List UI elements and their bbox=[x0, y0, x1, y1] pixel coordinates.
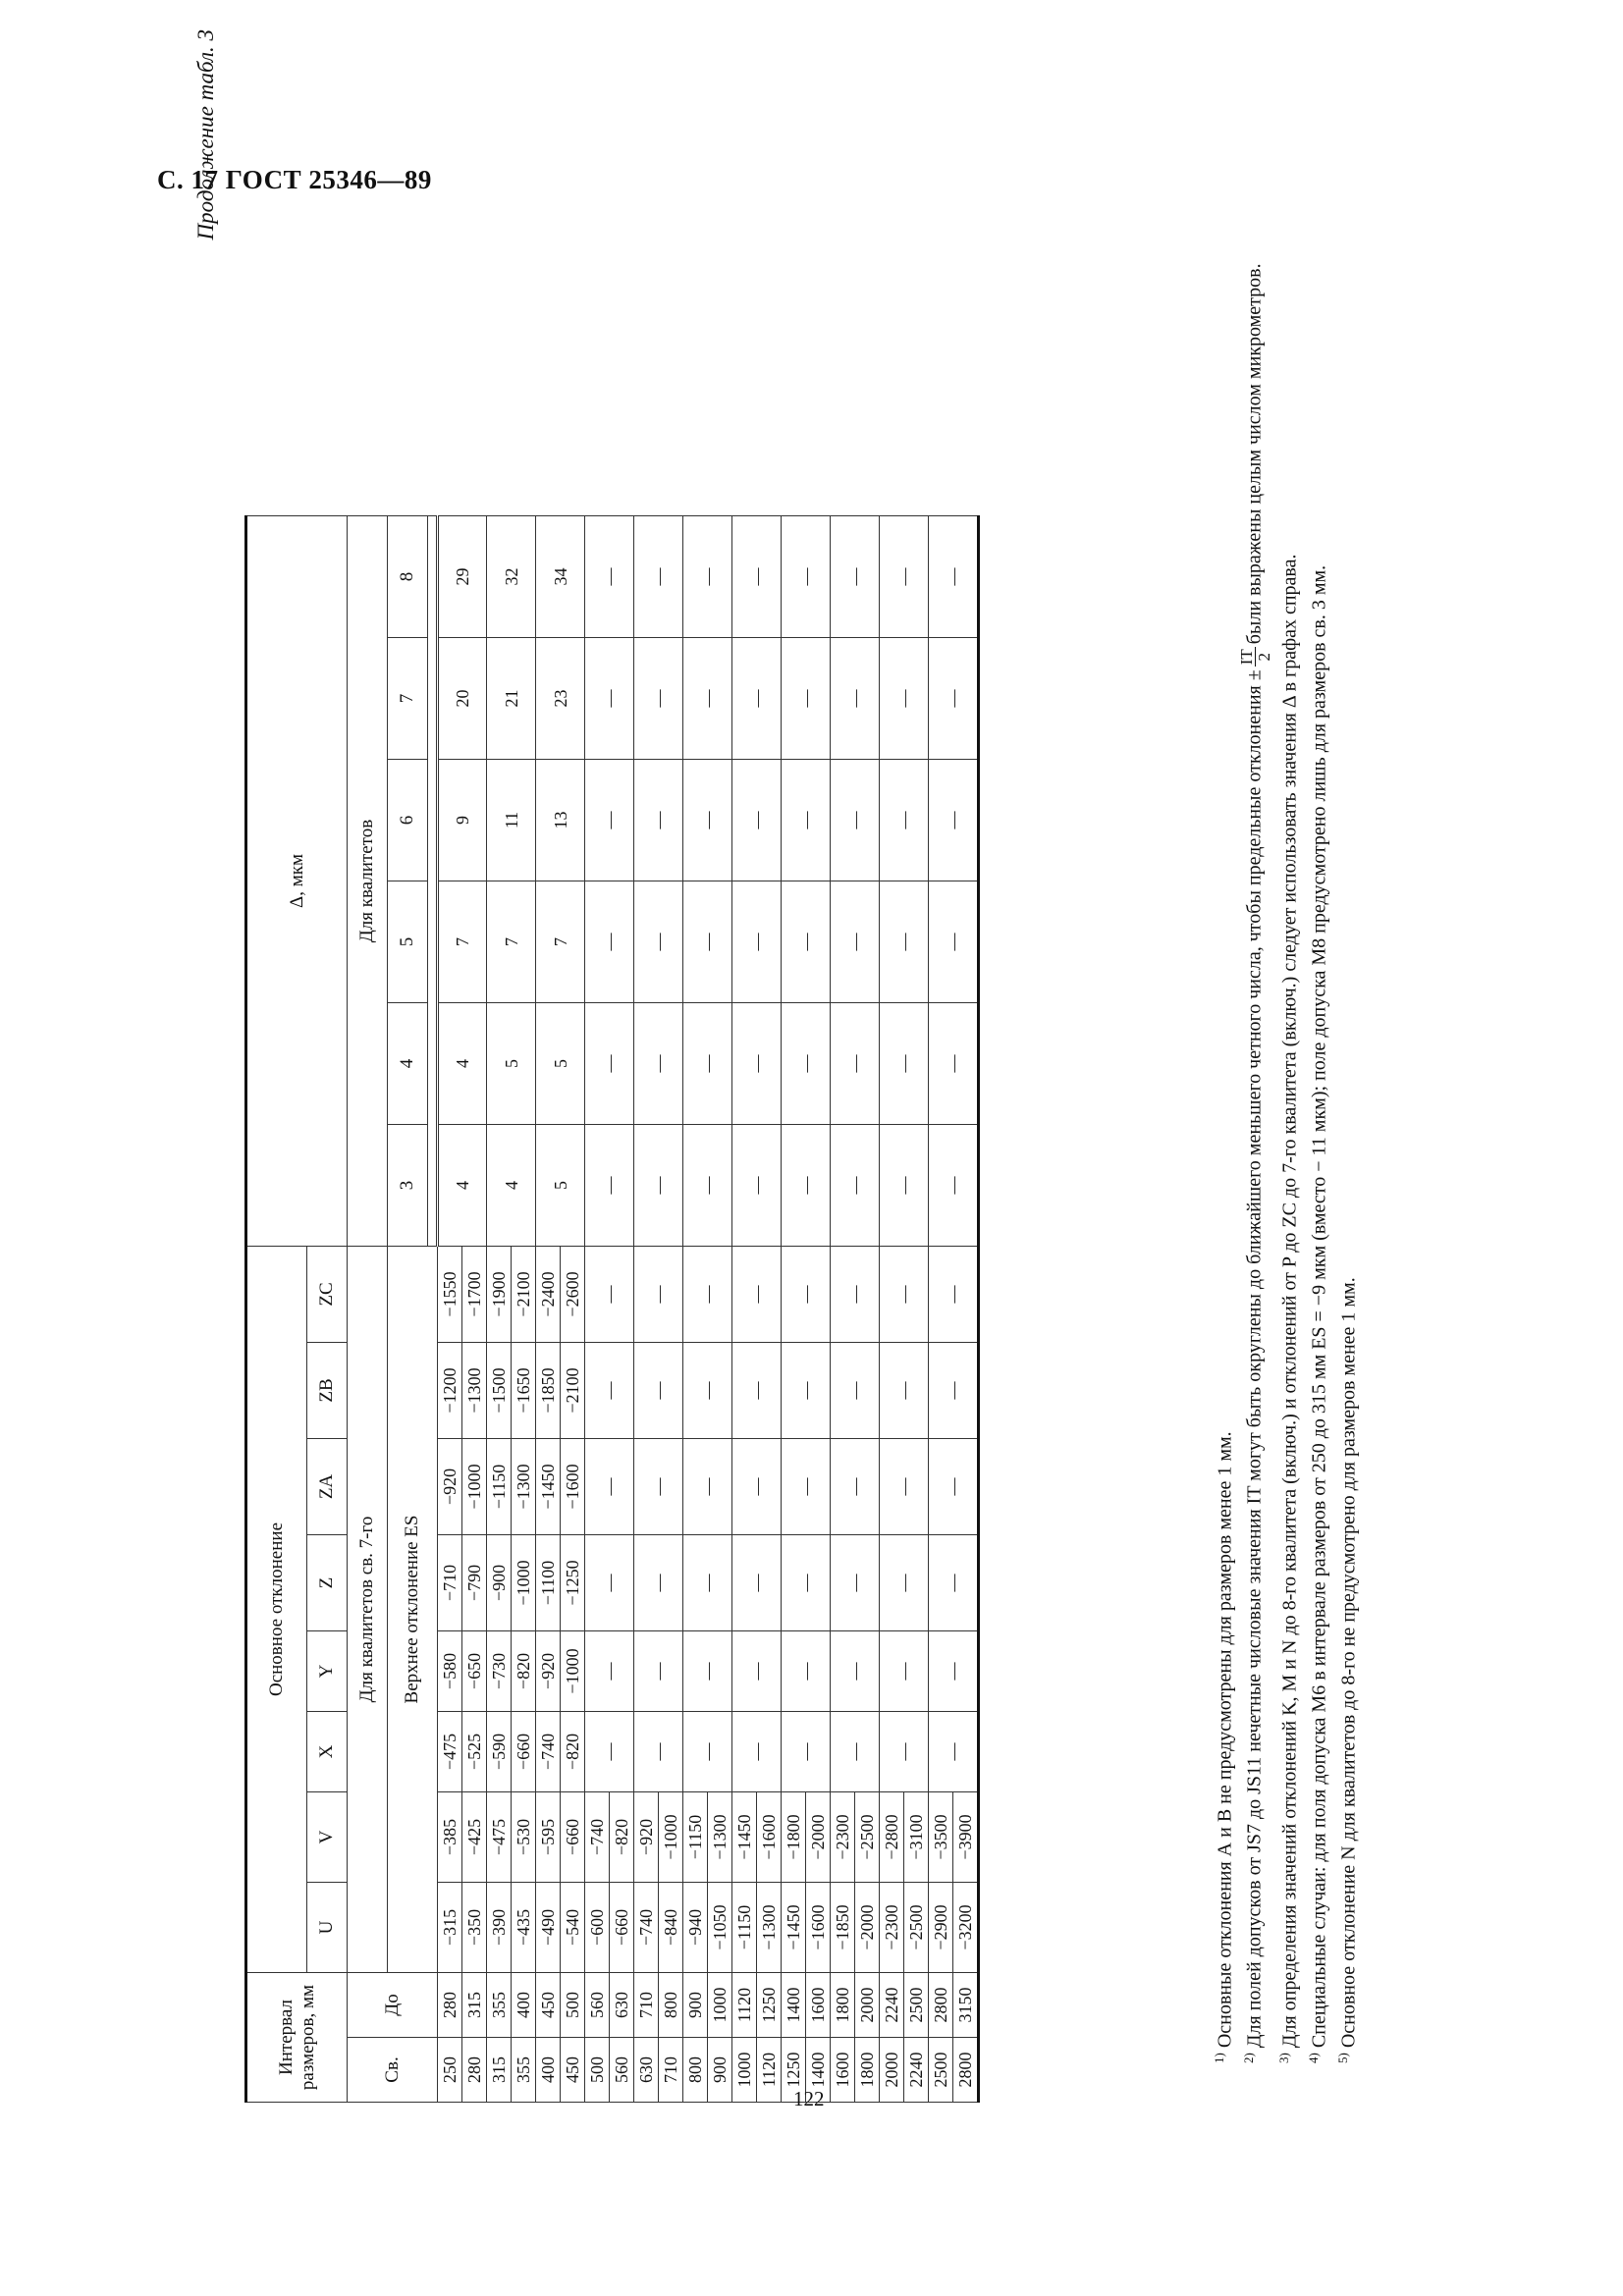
table-cell: −350 bbox=[462, 1883, 487, 1973]
table-cell: — bbox=[929, 1003, 979, 1125]
table-cell: −660 bbox=[512, 1712, 536, 1792]
table-cell: −595 bbox=[536, 1792, 561, 1883]
table-cell: — bbox=[732, 638, 782, 760]
table-cell: −1800 bbox=[782, 1792, 806, 1883]
table-cell: −1550 bbox=[438, 1247, 462, 1343]
table-cell: — bbox=[880, 1003, 929, 1125]
table-cell: — bbox=[634, 516, 683, 638]
table-cell: — bbox=[831, 1247, 880, 1343]
table-cell: — bbox=[929, 638, 979, 760]
table-cell: 29 bbox=[438, 516, 487, 638]
table-cell: — bbox=[683, 638, 732, 760]
table-cell: 2000 bbox=[855, 1973, 880, 2038]
table-cell: 1600 bbox=[831, 2038, 855, 2103]
table-cell: −435 bbox=[512, 1883, 536, 1973]
table-cell: — bbox=[732, 516, 782, 638]
table-cell: −1300 bbox=[512, 1439, 536, 1535]
table-cell: — bbox=[782, 1439, 831, 1535]
footnote-2-mark: 2) bbox=[1240, 2053, 1256, 2063]
table-cell: 21 bbox=[487, 638, 536, 760]
table-cell: — bbox=[634, 760, 683, 881]
table-cell: −590 bbox=[487, 1712, 512, 1792]
table-cell: — bbox=[585, 1247, 634, 1343]
table-cell: 250 bbox=[438, 2038, 462, 2103]
table-cell: — bbox=[683, 1535, 732, 1631]
table-cell: 560 bbox=[585, 1973, 610, 2038]
page-number: 122 bbox=[793, 2087, 825, 2110]
table-row bbox=[880, 516, 904, 2103]
table-row bbox=[438, 516, 462, 2103]
table-cell: −425 bbox=[462, 1792, 487, 1883]
table-cell: −540 bbox=[561, 1883, 585, 1973]
fraction-numerator: IT bbox=[1237, 649, 1257, 666]
page-header: С. 17 ГОСТ 25346—89 bbox=[157, 165, 432, 194]
table-cell: −2100 bbox=[512, 1247, 536, 1343]
table-cell: −2300 bbox=[880, 1883, 904, 1973]
table-cell: 1120 bbox=[757, 2038, 782, 2103]
table-cell: −390 bbox=[487, 1883, 512, 1973]
table-caption: Продолжение табл. 3 bbox=[193, 29, 218, 240]
header-do: До bbox=[348, 1973, 438, 2038]
table-cell: −660 bbox=[610, 1883, 634, 1973]
table-cell: — bbox=[634, 1535, 683, 1631]
table-cell: −2500 bbox=[855, 1792, 880, 1883]
table-cell: — bbox=[683, 1439, 732, 1535]
table-cell: 280 bbox=[462, 2038, 487, 2103]
table-cell: — bbox=[929, 881, 979, 1003]
table-cell: — bbox=[831, 1712, 880, 1792]
table-cell: 1120 bbox=[732, 1973, 757, 2038]
footnote-5 bbox=[1331, 31, 1361, 2093]
table-cell: −1450 bbox=[536, 1439, 561, 1535]
table-cell: — bbox=[634, 638, 683, 760]
table-cell: — bbox=[880, 760, 929, 881]
table-cell: — bbox=[585, 1439, 634, 1535]
table-cell: — bbox=[732, 1343, 782, 1439]
table-body bbox=[438, 516, 979, 2103]
table-cell: −2500 bbox=[904, 1883, 929, 1973]
table-cell: −920 bbox=[536, 1631, 561, 1712]
table-cell: — bbox=[831, 516, 880, 638]
letter-y: Y bbox=[307, 1631, 348, 1712]
table-cell: — bbox=[782, 1535, 831, 1631]
grade-8: 8 bbox=[388, 516, 428, 638]
table-cell: −1050 bbox=[708, 1883, 732, 1973]
table-cell: −1600 bbox=[561, 1439, 585, 1535]
table-cell: −1150 bbox=[487, 1439, 512, 1535]
table-cell: −1150 bbox=[732, 1883, 757, 1973]
table-row bbox=[536, 516, 561, 2103]
table-cell: — bbox=[683, 760, 732, 881]
table-cell: 4 bbox=[438, 1125, 487, 1247]
table-cell: — bbox=[782, 881, 831, 1003]
table-cell: −920 bbox=[438, 1439, 462, 1535]
header-for-grades: Для квалитетов bbox=[348, 516, 388, 1247]
table-cell: −1250 bbox=[561, 1535, 585, 1631]
header-grades-over-7: Для квалитетов св. 7-го bbox=[348, 1247, 388, 1973]
table-cell: −790 bbox=[462, 1535, 487, 1631]
table-cell: 34 bbox=[536, 516, 585, 638]
table-cell: — bbox=[880, 1631, 929, 1712]
table-cell: −1000 bbox=[512, 1535, 536, 1631]
table-cell: — bbox=[634, 1712, 683, 1792]
table-cell: 2240 bbox=[904, 2038, 929, 2103]
table-cell: 1400 bbox=[782, 1973, 806, 2038]
table-cell: 450 bbox=[561, 2038, 585, 2103]
table-cell: 13 bbox=[536, 760, 585, 881]
grade-5: 5 bbox=[388, 881, 428, 1003]
table-cell: — bbox=[929, 516, 979, 638]
table-cell: 500 bbox=[585, 2038, 610, 2103]
table-cell: −490 bbox=[536, 1883, 561, 1973]
table-cell: — bbox=[929, 1439, 979, 1535]
table-cell: 355 bbox=[487, 1973, 512, 2038]
table-cell: −650 bbox=[462, 1631, 487, 1712]
table-cell: 355 bbox=[512, 2038, 536, 2103]
table-cell: −580 bbox=[438, 1631, 462, 1712]
table-cell: −600 bbox=[585, 1883, 610, 1973]
table-cell: −900 bbox=[487, 1535, 512, 1631]
table-cell: — bbox=[782, 1003, 831, 1125]
table-cell: 1000 bbox=[708, 1973, 732, 2038]
header-basic-deviation: Основное отклонение bbox=[246, 1247, 307, 1973]
fraction-denominator: 2 bbox=[1255, 653, 1274, 662]
header-interval: Интервал размеров, мм bbox=[246, 1973, 348, 2103]
table-cell: 2500 bbox=[929, 2038, 953, 2103]
table-cell: −2800 bbox=[880, 1792, 904, 1883]
table-row bbox=[929, 516, 953, 2103]
table-cell: −1000 bbox=[462, 1439, 487, 1535]
letter-z: Z bbox=[307, 1535, 348, 1631]
footnote-5-text: Основное отклонение N для квалитетов до 8-го не предусмотрено для размеров менее 1 мм. bbox=[1337, 1277, 1360, 2049]
table-cell: −820 bbox=[512, 1631, 536, 1712]
table-cell: 9 bbox=[438, 760, 487, 881]
table-cell: −1000 bbox=[659, 1792, 683, 1883]
table-cell: −3900 bbox=[953, 1792, 979, 1883]
table-cell: 1600 bbox=[806, 1973, 831, 2038]
table-cell: −740 bbox=[536, 1712, 561, 1792]
table-row bbox=[831, 516, 855, 2103]
table-cell: — bbox=[831, 1535, 880, 1631]
footnote-3 bbox=[1272, 31, 1302, 2093]
table-cell: — bbox=[683, 1712, 732, 1792]
table-cell: — bbox=[929, 1343, 979, 1439]
table-cell: −2000 bbox=[855, 1883, 880, 1973]
table-cell: — bbox=[634, 1631, 683, 1712]
table-cell: — bbox=[683, 1125, 732, 1247]
table-cell: 7 bbox=[536, 881, 585, 1003]
table-cell: — bbox=[634, 1343, 683, 1439]
table-cell: 1800 bbox=[855, 2038, 880, 2103]
table-cell: 560 bbox=[610, 2038, 634, 2103]
table-cell: −1300 bbox=[462, 1343, 487, 1439]
table-cell: 5 bbox=[536, 1125, 585, 1247]
table-cell: — bbox=[782, 1247, 831, 1343]
table-cell: — bbox=[831, 760, 880, 881]
header-sv: Св. bbox=[348, 2038, 438, 2103]
table-cell: −1000 bbox=[561, 1631, 585, 1712]
table-cell: −385 bbox=[438, 1792, 462, 1883]
table-cell: −840 bbox=[659, 1883, 683, 1973]
tolerance-table bbox=[244, 515, 980, 2103]
table-cell: −1450 bbox=[782, 1883, 806, 1973]
footnote-2 bbox=[1237, 31, 1273, 2093]
table-cell: — bbox=[683, 1003, 732, 1125]
table-cell: −920 bbox=[634, 1792, 659, 1883]
table-cell: 500 bbox=[561, 1973, 585, 2038]
table-cell: −2900 bbox=[929, 1883, 953, 1973]
table-cell: — bbox=[929, 1631, 979, 1712]
table-cell: −525 bbox=[462, 1712, 487, 1792]
table-cell: — bbox=[732, 1003, 782, 1125]
table-cell: −3200 bbox=[953, 1883, 979, 1973]
table-row bbox=[585, 516, 610, 2103]
table-row bbox=[634, 516, 659, 2103]
table-cell: 1800 bbox=[831, 1973, 855, 2038]
table-cell: −475 bbox=[487, 1792, 512, 1883]
table-cell: — bbox=[585, 1712, 634, 1792]
table-cell: — bbox=[782, 516, 831, 638]
table-cell: — bbox=[782, 1712, 831, 1792]
table-cell: — bbox=[831, 881, 880, 1003]
table-cell: — bbox=[831, 1439, 880, 1535]
table-cell: — bbox=[683, 881, 732, 1003]
footnotes bbox=[1208, 31, 1360, 2093]
table-cell: −820 bbox=[610, 1792, 634, 1883]
letter-u: U bbox=[307, 1883, 348, 1973]
table-cell: — bbox=[683, 1343, 732, 1439]
table-cell: −1650 bbox=[512, 1343, 536, 1439]
table-cell: — bbox=[782, 1125, 831, 1247]
table-cell: — bbox=[782, 1631, 831, 1712]
table-cell: −1300 bbox=[708, 1792, 732, 1883]
table-cell: 1400 bbox=[806, 2038, 831, 2103]
table-cell: 7 bbox=[487, 881, 536, 1003]
table-cell: — bbox=[585, 760, 634, 881]
table-row bbox=[782, 516, 806, 2103]
footnote-4-mark: 4) bbox=[1305, 2053, 1321, 2063]
table-cell: 900 bbox=[683, 1973, 708, 2038]
table-cell: 630 bbox=[634, 2038, 659, 2103]
table-cell: −2400 bbox=[536, 1247, 561, 1343]
table-cell: — bbox=[880, 881, 929, 1003]
footnote-3-mark: 3) bbox=[1276, 2053, 1292, 2063]
footnote-2-text-b: были выражены целым числом микрометров. bbox=[1243, 263, 1266, 645]
table-cell: 11 bbox=[487, 760, 536, 881]
table-cell: −475 bbox=[438, 1712, 462, 1792]
table-cell: 2240 bbox=[880, 1973, 904, 2038]
table-cell: −710 bbox=[438, 1535, 462, 1631]
table-cell: — bbox=[880, 1247, 929, 1343]
footnote-4-text: Специальные случаи: для поля допуска M6 в интервале размеров от 250 до 315 мм ES = −9 мкм (вместо − 11 мкм); поле допуска M8 предусмотрено лишь для размеров св. 3 мм. bbox=[1308, 564, 1330, 2049]
table-cell: 7 bbox=[438, 881, 487, 1003]
table-cell: — bbox=[831, 1125, 880, 1247]
table-cell: −820 bbox=[561, 1712, 585, 1792]
table-cell: 280 bbox=[438, 1973, 462, 2038]
table-cell: 800 bbox=[659, 1973, 683, 2038]
footnote-3-text: Для определения значений отклонений K, M и N до 8-го квалитета (включ.) и отклонений от P до ZC до 7-го квалитета (включ.) следует использовать значения Δ в графах справа. bbox=[1278, 554, 1301, 2049]
letter-x: X bbox=[307, 1712, 348, 1792]
table-cell: — bbox=[585, 1125, 634, 1247]
table-cell: 2800 bbox=[953, 2038, 979, 2103]
table-cell: 4 bbox=[438, 1003, 487, 1125]
table-cell: — bbox=[634, 1125, 683, 1247]
table-cell: — bbox=[880, 1535, 929, 1631]
table-cell: −2600 bbox=[561, 1247, 585, 1343]
table-cell: — bbox=[585, 1631, 634, 1712]
table-cell: 800 bbox=[683, 2038, 708, 2103]
table-cell: 900 bbox=[708, 2038, 732, 2103]
table-cell: −1850 bbox=[831, 1883, 855, 1973]
table-cell: — bbox=[732, 1535, 782, 1631]
table-cell: 1000 bbox=[732, 2038, 757, 2103]
table-cell: — bbox=[880, 1439, 929, 1535]
table-cell: 5 bbox=[487, 1003, 536, 1125]
letter-za: ZA bbox=[307, 1439, 348, 1535]
table-cell: — bbox=[831, 1003, 880, 1125]
header-delta: Δ, мкм bbox=[246, 516, 348, 1247]
table-cell: — bbox=[929, 1712, 979, 1792]
table-cell: −1900 bbox=[487, 1247, 512, 1343]
table-cell: — bbox=[732, 760, 782, 881]
table-cell: −1600 bbox=[806, 1883, 831, 1973]
letter-zb: ZB bbox=[307, 1343, 348, 1439]
table-cell: −1100 bbox=[536, 1535, 561, 1631]
grade-4: 4 bbox=[388, 1003, 428, 1125]
table-cell: 4 bbox=[487, 1125, 536, 1247]
rotated-content bbox=[191, 22, 1478, 2103]
table-cell: 1250 bbox=[782, 2038, 806, 2103]
table-cell: — bbox=[634, 881, 683, 1003]
table-cell: — bbox=[683, 1247, 732, 1343]
table-cell: — bbox=[634, 1247, 683, 1343]
table-cell: — bbox=[683, 516, 732, 638]
table-cell: −1500 bbox=[487, 1343, 512, 1439]
table-cell: −730 bbox=[487, 1631, 512, 1712]
table-cell: 315 bbox=[462, 1973, 487, 2038]
grade-3: 3 bbox=[388, 1125, 428, 1247]
footnote-1 bbox=[1208, 31, 1237, 2093]
table-cell: −660 bbox=[561, 1792, 585, 1883]
table-cell: 710 bbox=[659, 2038, 683, 2103]
table-cell: — bbox=[634, 1003, 683, 1125]
table-cell: — bbox=[831, 638, 880, 760]
table-cell: 3150 bbox=[953, 1973, 979, 2038]
footnote-5-mark: 5) bbox=[1334, 2053, 1350, 2063]
grade-6: 6 bbox=[388, 760, 428, 881]
table-cell: — bbox=[732, 1125, 782, 1247]
header-upper-es: Верхнее отклонение ES bbox=[388, 1247, 438, 1973]
table-cell: — bbox=[929, 1535, 979, 1631]
table-cell: 315 bbox=[487, 2038, 512, 2103]
header-spacer bbox=[428, 516, 438, 1247]
table-cell: 23 bbox=[536, 638, 585, 760]
table-cell: −2100 bbox=[561, 1343, 585, 1439]
table-cell: −3500 bbox=[929, 1792, 953, 1883]
letter-zc: ZC bbox=[307, 1247, 348, 1343]
it-over-2-fraction bbox=[1238, 647, 1272, 667]
table-cell: −1150 bbox=[683, 1792, 708, 1883]
table-cell: 2000 bbox=[880, 2038, 904, 2103]
table-cell: — bbox=[585, 516, 634, 638]
table-cell: — bbox=[782, 760, 831, 881]
table-cell: — bbox=[929, 1247, 979, 1343]
table-cell: — bbox=[782, 638, 831, 760]
table-cell: −2300 bbox=[831, 1792, 855, 1883]
table-cell: — bbox=[585, 638, 634, 760]
table-row bbox=[683, 516, 708, 2103]
footnote-1-text: Основные отклонения А и В не предусмотрены для размеров менее 1 мм. bbox=[1214, 1431, 1236, 2049]
table-cell: — bbox=[585, 881, 634, 1003]
footnote-1-mark: 1) bbox=[1212, 2053, 1226, 2063]
table-cell: — bbox=[732, 1247, 782, 1343]
table-cell: −1450 bbox=[732, 1792, 757, 1883]
table-cell: — bbox=[732, 881, 782, 1003]
table-cell: — bbox=[585, 1003, 634, 1125]
table-cell: — bbox=[732, 1631, 782, 1712]
table-cell: — bbox=[880, 1125, 929, 1247]
table-cell: 5 bbox=[536, 1003, 585, 1125]
table-cell: — bbox=[732, 1439, 782, 1535]
table-cell: −315 bbox=[438, 1883, 462, 1973]
table-cell: 1250 bbox=[757, 1973, 782, 2038]
table-cell: 630 bbox=[610, 1973, 634, 2038]
table-cell: — bbox=[929, 760, 979, 881]
table-cell: — bbox=[929, 1125, 979, 1247]
table-cell: 710 bbox=[634, 1973, 659, 2038]
grade-7: 7 bbox=[388, 638, 428, 760]
table-cell: — bbox=[585, 1343, 634, 1439]
table-row bbox=[732, 516, 757, 2103]
table-cell: — bbox=[732, 1712, 782, 1792]
table-cell: — bbox=[831, 1631, 880, 1712]
table-cell: −3100 bbox=[904, 1792, 929, 1883]
table-row bbox=[487, 516, 512, 2103]
table-cell: −530 bbox=[512, 1792, 536, 1883]
table-cell: — bbox=[782, 1343, 831, 1439]
table-cell: — bbox=[683, 1631, 732, 1712]
table-cell: 400 bbox=[536, 2038, 561, 2103]
table-cell: 20 bbox=[438, 638, 487, 760]
table-cell: −1850 bbox=[536, 1343, 561, 1439]
table-cell: 2800 bbox=[929, 1973, 953, 2038]
table-cell: — bbox=[831, 1343, 880, 1439]
table-cell: −740 bbox=[585, 1792, 610, 1883]
table-cell: 32 bbox=[487, 516, 536, 638]
table-cell: −1300 bbox=[757, 1883, 782, 1973]
table-cell: −940 bbox=[683, 1883, 708, 1973]
table-cell: — bbox=[880, 1343, 929, 1439]
table-cell: — bbox=[585, 1535, 634, 1631]
table-cell: 450 bbox=[536, 1973, 561, 2038]
table-cell: — bbox=[880, 638, 929, 760]
table-cell: — bbox=[634, 1439, 683, 1535]
table-cell: — bbox=[880, 1712, 929, 1792]
table-cell: −1700 bbox=[462, 1247, 487, 1343]
table-cell: 400 bbox=[512, 1973, 536, 2038]
footnote-4 bbox=[1302, 31, 1331, 2093]
table-cell: −740 bbox=[634, 1883, 659, 1973]
table-cell: −1200 bbox=[438, 1343, 462, 1439]
table-cell: — bbox=[880, 516, 929, 638]
footnote-2-text-a: Для полей допусков от JS7 до JS11 нечетные числовые значения IT могут быть округлены до ближайшего меньшего четного числа, чтобы предельные отклонения ± bbox=[1243, 669, 1266, 2049]
letter-v: V bbox=[307, 1792, 348, 1883]
table-cell: 2500 bbox=[904, 1973, 929, 2038]
table-cell: −1600 bbox=[757, 1792, 782, 1883]
table-cell: −2000 bbox=[806, 1792, 831, 1883]
